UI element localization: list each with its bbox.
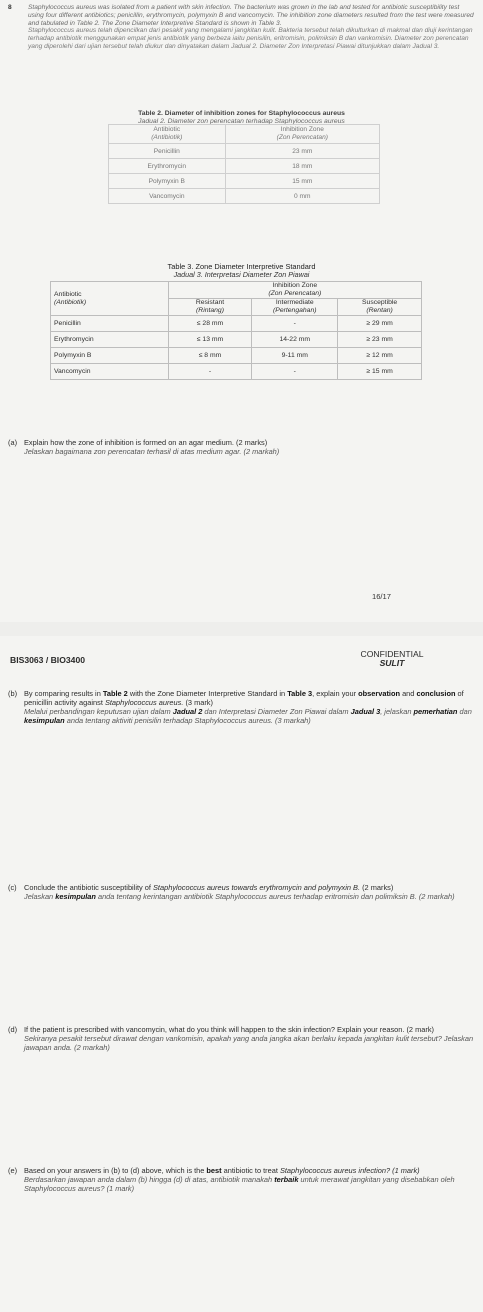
table-3-header-susceptible: Susceptible (Rentan) (338, 299, 422, 316)
question-e-text-en: Based on your answers in (b) to (d) above, which is the best antibiotic to treat Staphylococcus aureus infection? (1 mark) (24, 1166, 420, 1175)
question-b-text-en: By comparing results in Table 2 with the Zone Diameter Interpretive Standard in Table 3, explain your observation and conclusion of penicillin activity against Staphylococcus aureus. (3 mark) (24, 689, 464, 707)
table-cell: - (252, 316, 338, 332)
table-cell: ≤ 13 mm (168, 332, 252, 348)
question-d-label: (d) (8, 1025, 18, 1034)
table-cell: 18 mm (225, 159, 379, 174)
table-cell: Erythromycin (51, 332, 169, 348)
question-b-label: (b) (8, 689, 18, 698)
page-number: 16/17 (371, 592, 391, 601)
table-cell: Polymyxin B (109, 174, 226, 189)
table-cell: 15 mm (225, 174, 379, 189)
table-cell: Vancomycin (109, 189, 226, 204)
table-cell: 0 mm (225, 189, 379, 204)
table-cell: ≥ 15 mm (338, 364, 422, 380)
question-b (8, 689, 476, 725)
table-cell: ≥ 23 mm (338, 332, 422, 348)
table-row (109, 174, 380, 189)
table-cell: ≥ 12 mm (338, 348, 422, 364)
table-cell: ≤ 28 mm (168, 316, 252, 332)
table-3-header-resistant: Resistant (Rintang) (168, 299, 252, 316)
table-row (51, 332, 422, 348)
table-2-header-zone: Inhibition Zone (Zon Perencatan) (225, 125, 379, 144)
table-cell: Vancomycin (51, 364, 169, 380)
table-3 (50, 281, 422, 380)
table-2 (108, 124, 380, 204)
exam-page-17 (0, 636, 483, 1312)
table-cell: - (252, 364, 338, 380)
table-3-header-group: Inhibition Zone (Zon Perencatan) (168, 282, 421, 299)
intro-text-en: Staphylococcus aureus was isolated from a patient with skin infection. The bacterium was grown in the lab and tested for antibiotic susceptibility test using four different antibiotics; penicillin, erythromycin, polymyxin B and vancomycin. The inhibition zone diameters resulted from the test were measured and tabulated in Table 2. The Zone Diameter Interpretive Standard is shown in Table 3. (28, 4, 474, 27)
table-cell: 9-11 mm (252, 348, 338, 364)
table-3-caption (0, 263, 483, 279)
question-d-text-en: If the patient is prescribed with vancomycin, what do you think will happen to the skin infection? Explain your reason. (2 mark) (24, 1025, 434, 1034)
question-a-label: (a) (8, 438, 18, 447)
question-8-intro (8, 4, 476, 51)
table-3-header-antibiotic: Antibiotic (Antibiotik) (51, 282, 169, 316)
question-c-text-en: Conclude the antibiotic susceptibility of Staphylococcus aureus towards erythromycin and polymyxin B. (2 marks) (24, 883, 394, 892)
table-3-caption-ms: Jadual 3. Interpretasi Diameter Zon Piawai (173, 270, 310, 279)
exam-page-16 (0, 0, 483, 622)
question-number: 8 (8, 4, 12, 11)
question-c-label: (c) (8, 883, 17, 892)
table-cell: ≤ 8 mm (168, 348, 252, 364)
question-d (8, 1025, 476, 1052)
table-row (109, 159, 380, 174)
table-row (51, 316, 422, 332)
question-c (8, 883, 476, 901)
table-2-header-antibiotic: Antibiotic (Antibiotik) (109, 125, 226, 144)
table-2-caption-ms: Jadual 2. Diameter zon perencatan terhadap Staphylococcus aureus (138, 118, 345, 125)
course-code: BIS3063 / BIO3400 (10, 655, 86, 665)
question-c-text-ms: Jelaskan kesimpulan anda tentang kerintangan antibiotik Staphylococcus aureus terhadap eritromisin dan polimiksin B. (2 markah) (24, 892, 455, 901)
table-2-caption-en: Table 2. Diameter of inhibition zones for Staphylococcus aureus (138, 110, 345, 117)
table-cell: 14-22 mm (252, 332, 338, 348)
confidential-label (337, 650, 447, 668)
table-cell: Polymyxin B (51, 348, 169, 364)
table-cell: 23 mm (225, 144, 379, 159)
question-a (8, 438, 476, 456)
confidential-text: CONFIDENTIAL (360, 649, 424, 659)
question-a-text-ms: Jelaskan bagaimana zon perencatan terhasil di atas medium agar. (2 markah) (24, 447, 280, 456)
question-e (8, 1166, 476, 1193)
table-3-header-intermediate: Intermediate (Pertengahan) (252, 299, 338, 316)
table-row (109, 144, 380, 159)
table-row (51, 364, 422, 380)
table-cell: Erythromycin (109, 159, 226, 174)
table-cell: ≥ 29 mm (338, 316, 422, 332)
table-cell: - (168, 364, 252, 380)
question-b-text-ms: Melalui perbandingan keputusan ujian dalam Jadual 2 dan Interpretasi Diameter Zon Piawai dalam Jadual 3, jelaskan pemerhatian dan kesimpulan anda tentang aktiviti penisilin terhadap Staphylococcus aureus. (3 markah) (24, 707, 472, 725)
question-a-text-en: Explain how the zone of inhibition is formed on an agar medium. (2 marks) (24, 438, 268, 447)
question-e-text-ms: Berdasarkan jawapan anda dalam (b) hingga (d) di atas, antibiotik manakah terbaik untuk merawat jangkitan yang disebabkan oleh Staphylococcus aureus? (1 mark) (24, 1175, 455, 1193)
table-cell: Penicillin (51, 316, 169, 332)
table-3-caption-en: Table 3. Zone Diameter Interpretive Standard (167, 262, 316, 271)
table-row (51, 348, 422, 364)
table-row (109, 189, 380, 204)
question-e-label: (e) (8, 1166, 18, 1175)
question-d-text-ms: Sekiranya pesakit tersebut dirawat dengan vankomisin, apakah yang anda jangka akan berlaku kepada jangkitan kulit tersebut? Jelaskan jawapan anda. (2 markah) (24, 1034, 474, 1052)
intro-text-ms: Staphylococcus aureus telah dipencilkan dari pesakit yang mengalami jangkitan kulit. Bakteria tersebut telah dikulturkan di makmal dan diuji kerintangan terhadap antibiotik menggunakan empat jenis antibiotik yang berbeza iaitu penisilin, eritromisin, polimiksin B dan vankomisin. Diameter zon perencatan yang diperolehi dari ujian tersebut telah diukur dan dinyatakan dalam Jadual 2. Diameter Zon Interpretasi Piawai ditunjukkan dalam Jadual 3. (28, 27, 473, 50)
table-cell: Penicillin (109, 144, 226, 159)
sulit-text: SULIT (379, 658, 405, 668)
